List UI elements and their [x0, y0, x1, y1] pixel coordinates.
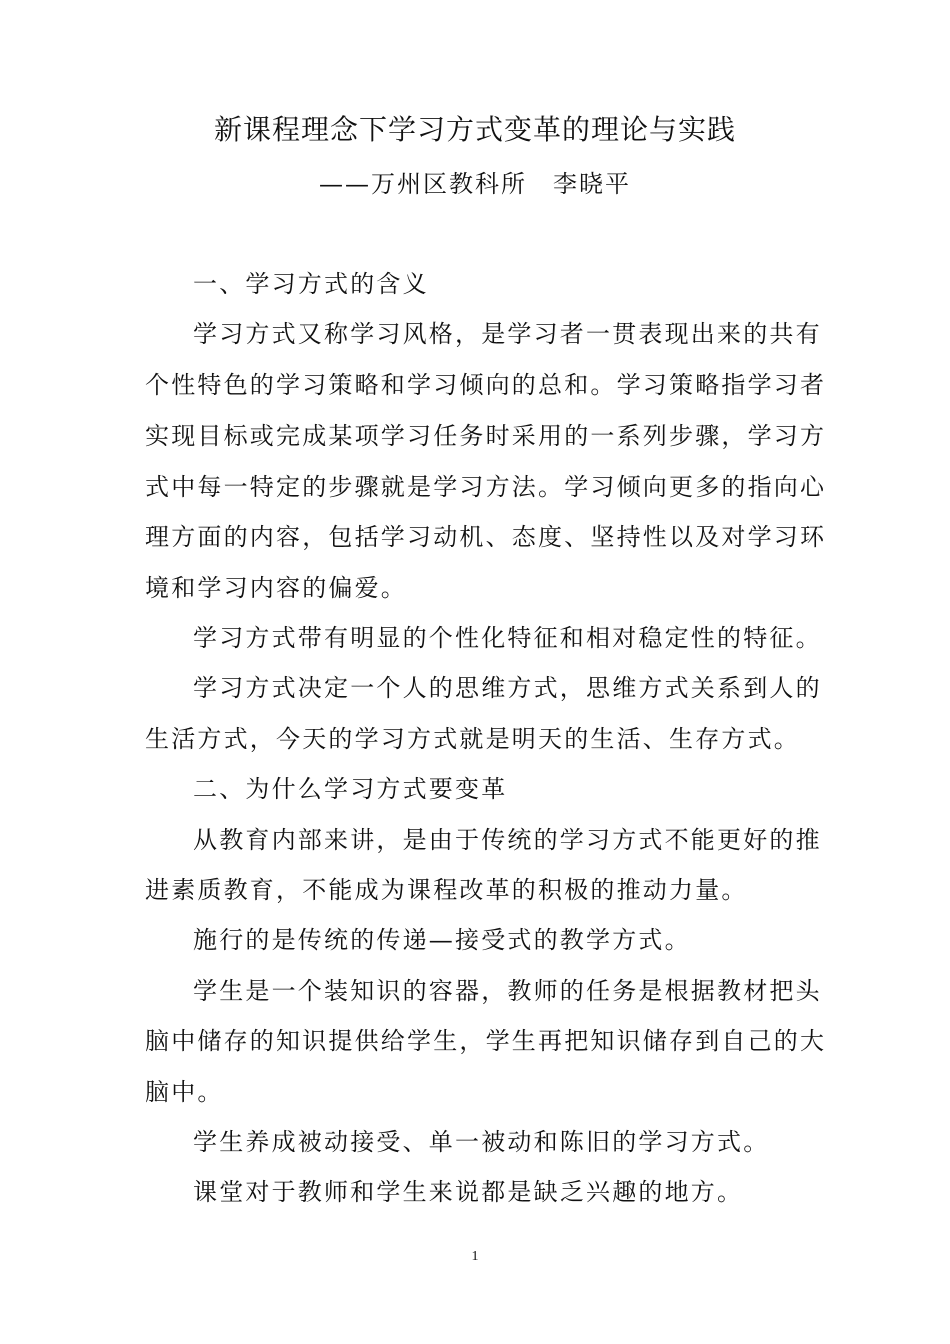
- body-line: 学习方式又称学习风格，是学习者一贯表现出来的共有: [193, 320, 822, 348]
- body-line: 脑中。: [145, 1078, 224, 1106]
- body-line: 从教育内部来讲，是由于传统的学习方式不能更好的推: [193, 826, 822, 854]
- body-line: 学生是一个装知识的容器，教师的任务是根据教材把头: [193, 977, 822, 1005]
- body-line: 式中每一特定的步骤就是学习方法。学习倾向更多的指向心: [145, 473, 827, 501]
- document-title: 新课程理念下学习方式变革的理论与实践: [213, 113, 736, 146]
- body-line: 学习方式带有明显的个性化特征和相对稳定性的特征。: [193, 624, 822, 652]
- page-number: 1: [471, 1249, 479, 1264]
- body-line: 境和学习内容的偏爱。: [145, 574, 407, 602]
- body-line: 施行的是传统的传递—接受式的教学方式。: [193, 926, 691, 954]
- body-line: 理方面的内容，包括学习动机、态度、坚持性以及对学习环: [145, 523, 827, 551]
- document-author: ——万州区教科所 李晓平: [319, 170, 631, 198]
- body-line: 生活方式，今天的学习方式就是明天的生活、生存方式。: [145, 725, 800, 753]
- body-line: 课堂对于教师和学生来说都是缺乏兴趣的地方。: [193, 1178, 744, 1206]
- body-line: 实现目标或完成某项学习任务时采用的一系列步骤，学习方: [145, 422, 827, 450]
- body-line: 进素质教育，不能成为课程改革的积极的推动力量。: [145, 876, 748, 904]
- section-heading-1: 一、学习方式的含义: [193, 270, 429, 298]
- body-line: 学习方式决定一个人的思维方式，思维方式关系到人的: [193, 674, 822, 702]
- section-heading-2: 二、为什么学习方式要变革: [193, 775, 508, 803]
- body-line: 脑中储存的知识提供给学生，学生再把知识储存到自己的大: [145, 1027, 827, 1055]
- body-line: 学生养成被动接受、单一被动和陈旧的学习方式。: [193, 1128, 770, 1156]
- body-line: 个性特色的学习策略和学习倾向的总和。学习策略指学习者: [145, 371, 827, 399]
